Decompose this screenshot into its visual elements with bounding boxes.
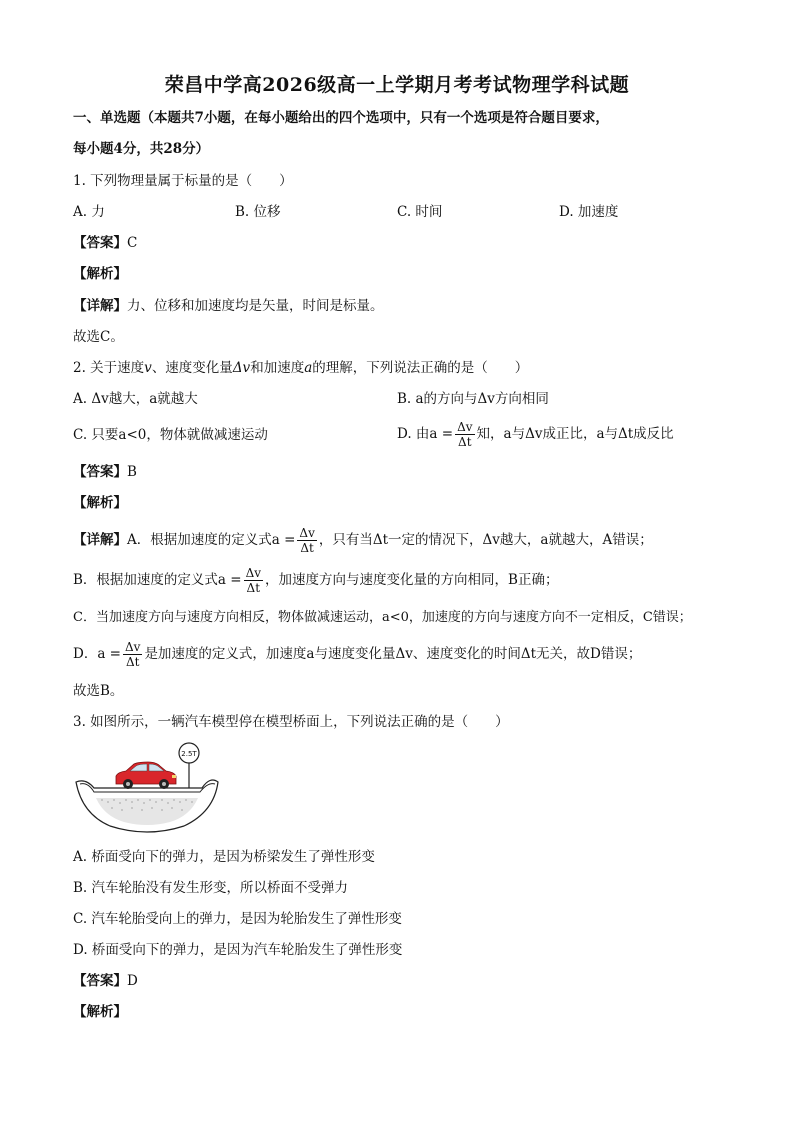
q2-option-a: A. Δv越大，a就越大 bbox=[73, 391, 198, 407]
fraction bbox=[455, 420, 474, 449]
q3-option-c: C. 汽车轮胎受向上的弹力，是因为轮胎发生了弹性形变 bbox=[73, 911, 402, 927]
q2-stem bbox=[73, 358, 528, 378]
q3-option-a: A. 桥面受向下的弹力，是因为桥梁发生了弹性形变 bbox=[73, 849, 375, 865]
q2-stem-part: 的理解，下列说法正确的是（ ） bbox=[312, 360, 529, 376]
q2-stem-symbol-v: v bbox=[144, 360, 152, 376]
detail-label: 【详解】 bbox=[73, 298, 127, 314]
q2-stem-symbol-dv: Δv bbox=[232, 360, 251, 376]
q3-option-d: D. 桥面受向下的弹力，是因为汽车轮胎发生了弹性形变 bbox=[73, 942, 403, 958]
q1-option-a: A. 力 bbox=[73, 204, 105, 220]
q1-stem: 1. 下列物理量属于标量的是（ ） bbox=[73, 173, 293, 189]
q2-conclusion: 故选B。 bbox=[73, 683, 124, 699]
fraction-numerator: Δv bbox=[245, 566, 262, 580]
q2-detail-c: C．当加速度方向与速度方向相反，物体做减速运动，a<0，加速度的方向与速度方向不一定相反，C错误； bbox=[73, 610, 692, 625]
fraction bbox=[244, 566, 263, 595]
q2-option-b: B. a的方向与Δv方向相同 bbox=[397, 391, 549, 407]
section-heading-line2: 每小题4分，共28分） bbox=[73, 141, 210, 157]
answer-value: C bbox=[127, 235, 138, 251]
q1-detail bbox=[73, 296, 384, 316]
q2-detail-a bbox=[73, 522, 653, 558]
weight-limit-text: 2.5T bbox=[181, 750, 197, 758]
q2-answer bbox=[73, 462, 137, 482]
q3-option-b: B. 汽车轮胎没有发生形变，所以桥面不受弹力 bbox=[73, 880, 349, 896]
q2-stem-part: 和加速度 bbox=[250, 360, 305, 376]
q1-conclusion: 故选C。 bbox=[73, 329, 124, 345]
q2-stem-part: 2. 关于速度 bbox=[73, 360, 145, 376]
q1-option-d: D. 加速度 bbox=[559, 204, 619, 220]
fraction-numerator: Δv bbox=[299, 526, 315, 540]
q3-stem: 3. 如图所示，一辆汽车模型停在模型桥面上，下列说法正确的是（ ） bbox=[73, 714, 509, 730]
detail-d-prefix: D．a = bbox=[73, 646, 121, 662]
q2-option-c: C. 只要a<0，物体就做减速运动 bbox=[73, 427, 268, 443]
q2-detail-b bbox=[73, 562, 558, 598]
fraction bbox=[123, 640, 142, 669]
answer-label: 【答案】 bbox=[73, 464, 127, 480]
q2-stem-part: 、速度变化量 bbox=[151, 360, 233, 376]
q2-detail-d bbox=[73, 636, 641, 672]
q2-option-d bbox=[397, 416, 674, 452]
answer-value: D bbox=[127, 973, 138, 989]
q3-analysis-label: 【解析】 bbox=[73, 1004, 127, 1020]
detail-b-prefix: B．根据加速度的定义式a = bbox=[73, 572, 242, 588]
q3-answer bbox=[73, 971, 138, 991]
q2-option-d-prefix: D. 由a = bbox=[397, 426, 454, 442]
q1-option-b: B. 位移 bbox=[235, 204, 281, 220]
q1-analysis-label: 【解析】 bbox=[73, 266, 127, 282]
q2-option-d-suffix: 知，a与Δv成正比，a与Δt成反比 bbox=[476, 426, 674, 442]
detail-a-prefix: A．根据加速度的定义式a = bbox=[127, 532, 296, 548]
fraction-numerator: Δv bbox=[124, 640, 141, 654]
answer-label: 【答案】 bbox=[73, 973, 127, 989]
answer-value: B bbox=[127, 464, 137, 480]
fraction-denominator: Δt bbox=[246, 581, 261, 595]
detail-b-suffix: ，加速度方向与速度变化量的方向相同，B正确； bbox=[265, 572, 559, 588]
q1-answer bbox=[73, 233, 137, 253]
car-icon bbox=[116, 762, 176, 789]
fraction-denominator: Δt bbox=[300, 541, 314, 555]
detail-text: 力、位移和加速度均是矢量，时间是标量。 bbox=[127, 298, 384, 314]
fraction-numerator: Δv bbox=[457, 420, 473, 434]
answer-label: 【答案】 bbox=[73, 235, 127, 251]
car-on-bridge-figure bbox=[72, 742, 222, 834]
section-heading-line1: 一、单选题（本题共7小题，在每小题给出的四个选项中，只有一个选项是符合题目要求， bbox=[73, 110, 609, 126]
q1-option-c: C. 时间 bbox=[397, 204, 443, 220]
detail-label: 【详解】 bbox=[73, 532, 127, 548]
detail-a-suffix: ，只有当Δt一定的情况下，Δv越大，a就越大，A错误； bbox=[318, 532, 653, 548]
exam-title: 荣昌中学高2026级高一上学期月考考试物理学科试题 bbox=[164, 74, 630, 96]
q2-analysis-label: 【解析】 bbox=[73, 495, 127, 511]
fraction-denominator: Δt bbox=[458, 435, 472, 449]
fraction bbox=[297, 526, 316, 555]
q2-stem-symbol-a: a bbox=[304, 360, 313, 376]
fraction-denominator: Δt bbox=[125, 655, 140, 669]
detail-d-suffix: 是加速度的定义式，加速度a与速度变化量Δv、速度变化的时间Δt无关，故D错误； bbox=[144, 646, 642, 662]
